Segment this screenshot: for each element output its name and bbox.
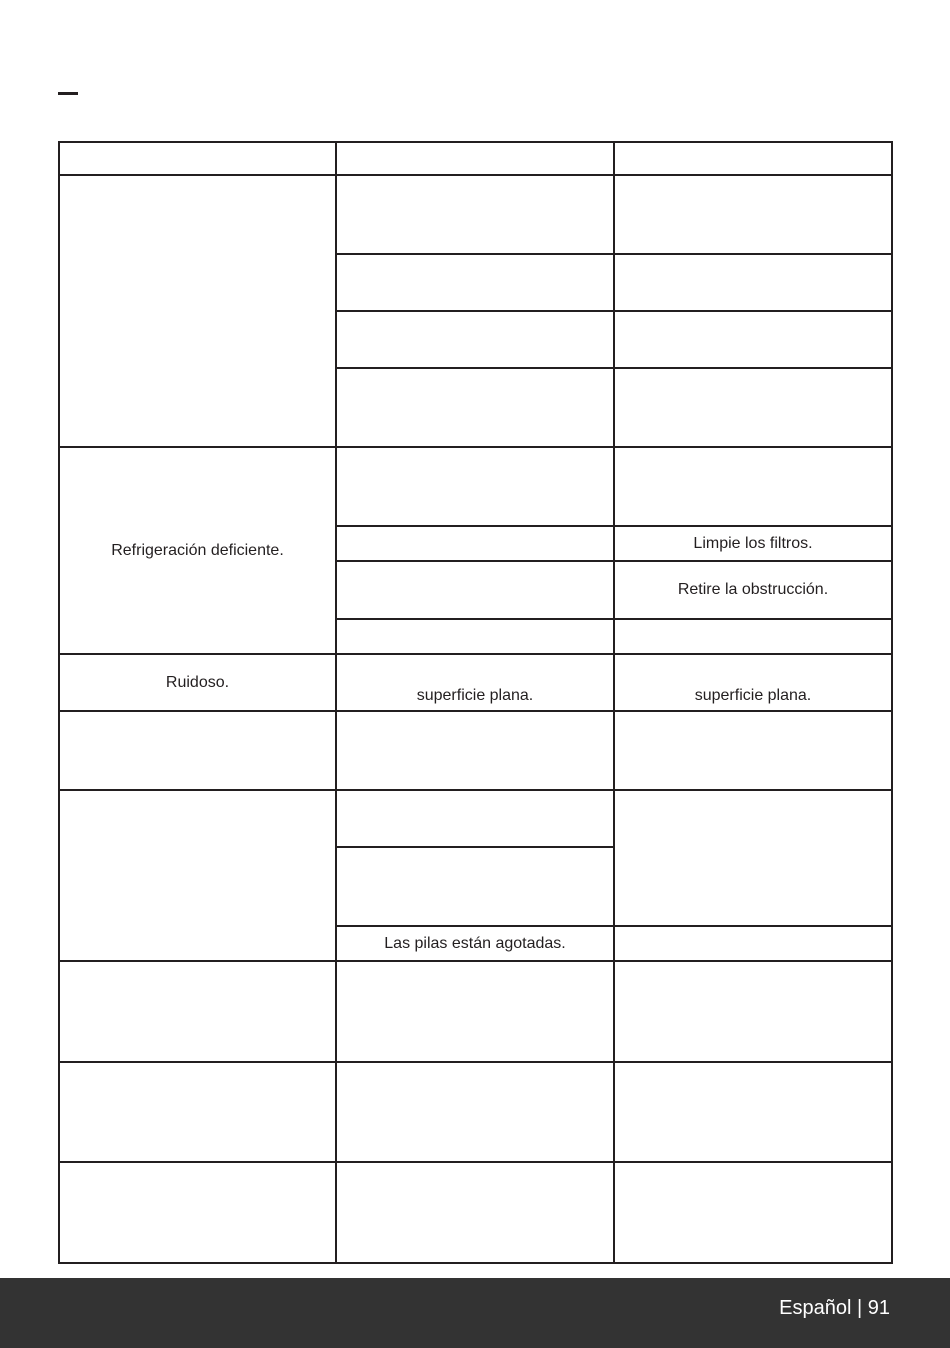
problem-poor-cooling: Refrigeración deficiente. [111, 541, 284, 559]
solution-cell [615, 655, 891, 710]
problem-cell [60, 655, 335, 710]
row-rule [58, 789, 893, 791]
row-rule [58, 710, 893, 712]
solution-flat-surface: superficie plana. [694, 687, 812, 704]
problem-noisy: Ruidoso. [165, 673, 230, 691]
table-border-bottom [58, 1262, 893, 1264]
problem-cell [60, 448, 335, 653]
subrow-rule [335, 618, 893, 620]
footer-separator: | [856, 1297, 863, 1319]
table-border-top [58, 141, 893, 143]
solution-clean-filters: Limpie los filtros. [693, 534, 813, 552]
row-rule [58, 1061, 893, 1063]
subrow-rule [335, 367, 893, 369]
footer-language: Español [779, 1297, 852, 1319]
page-footer [0, 1278, 950, 1348]
solution-cell [615, 562, 891, 618]
subrow-rule [335, 846, 615, 848]
subrow-rule [335, 310, 893, 312]
row-rule [58, 1161, 893, 1163]
header-rule [58, 174, 893, 176]
row-rule [58, 960, 893, 962]
solution-remove-obstruction: Retire la obstrucción. [677, 581, 829, 598]
cause-cell [337, 655, 613, 710]
footer-page-label [779, 1295, 890, 1321]
cause-cell [337, 927, 613, 960]
cause-flat-surface: superficie plana. [416, 687, 534, 704]
solution-cell [615, 527, 891, 560]
title-dash [58, 92, 78, 95]
subrow-rule [335, 253, 893, 255]
footer-page-number: 91 [867, 1297, 890, 1319]
cause-batteries-dead: Las pilas están agotadas. [384, 934, 566, 952]
